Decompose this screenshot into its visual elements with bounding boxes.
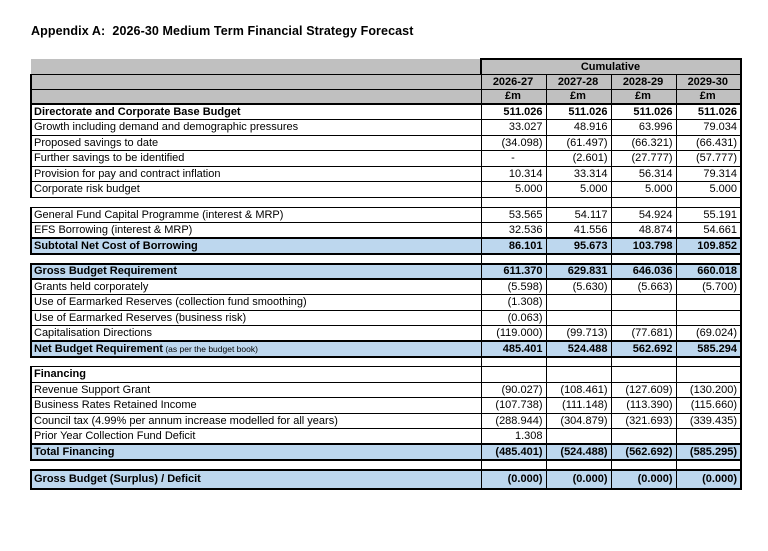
cell-value: -: [481, 151, 546, 167]
table-row: [31, 341, 741, 357]
row-label-text: Provision for pay and contract inflation: [34, 167, 221, 180]
cell-value: [546, 429, 611, 445]
cell-value: [611, 295, 676, 311]
row-label: [31, 238, 481, 254]
row-label-text: Proposed savings to date: [34, 136, 159, 149]
cell-value: (485.401): [481, 444, 546, 460]
table-row: [31, 429, 741, 445]
cell-value: 5.000: [546, 182, 611, 198]
cell-value: (0.000): [676, 470, 741, 489]
cell-value: 485.401: [481, 341, 546, 357]
row-label: [31, 151, 481, 167]
cell-value: 1.308: [481, 429, 546, 445]
spacer-cell: [676, 357, 741, 367]
table-row: [31, 120, 741, 136]
spacer-cell: [546, 357, 611, 367]
table-row: [31, 135, 741, 151]
row-label-text: Gross Budget (Surplus) / Deficit: [34, 473, 201, 485]
table-row: [31, 207, 741, 223]
table-row: [31, 413, 741, 429]
table-row: [31, 310, 741, 326]
row-label: [31, 413, 481, 429]
row-label: [31, 326, 481, 342]
cumulative-header: Cumulative: [481, 59, 741, 74]
row-label: [31, 104, 481, 120]
cell-value: (339.435): [676, 413, 741, 429]
spacer-cell: [31, 254, 481, 264]
row-label-text: Directorate and Corporate Base Budget: [34, 106, 241, 118]
cell-value: 33.314: [546, 166, 611, 182]
table-row: [31, 470, 741, 489]
forecast-table: [30, 58, 742, 490]
cell-value: 48.916: [546, 120, 611, 136]
spacer-cell: [481, 197, 546, 207]
cell-value: [611, 367, 676, 383]
table-row: [31, 264, 741, 280]
cell-value: 33.027: [481, 120, 546, 136]
row-label: [31, 367, 481, 383]
cell-value: [676, 367, 741, 383]
spacer-cell: [546, 254, 611, 264]
cell-value: [611, 429, 676, 445]
row-label-text: Growth including demand and demographic pressures: [34, 121, 299, 134]
row-label: [31, 341, 481, 357]
spacer-cell: [546, 460, 611, 470]
cell-value: (585.295): [676, 444, 741, 460]
cell-value: 56.314: [611, 166, 676, 182]
cell-value: (5.630): [546, 279, 611, 295]
spacer-cell: [676, 460, 741, 470]
cell-value: (113.390): [611, 398, 676, 414]
cell-value: 585.294: [676, 341, 741, 357]
cell-value: 54.661: [676, 223, 741, 239]
spacer-cell: [611, 254, 676, 264]
cell-value: 41.556: [546, 223, 611, 239]
spacer-row: [31, 197, 741, 207]
row-label: [31, 223, 481, 239]
spacer-cell: [611, 357, 676, 367]
cell-value: 524.488: [546, 341, 611, 357]
cell-value: 53.565: [481, 207, 546, 223]
cell-value: 109.852: [676, 238, 741, 254]
row-label-text: Capitalisation Directions: [34, 327, 152, 339]
table-row: [31, 182, 741, 198]
spacer-row: [31, 460, 741, 470]
cell-value: (0.063): [481, 310, 546, 326]
spacer-cell: [31, 357, 481, 367]
cell-value: (562.692): [611, 444, 676, 460]
spacer-cell: [546, 197, 611, 207]
cell-value: 10.314: [481, 166, 546, 182]
cell-value: 95.673: [546, 238, 611, 254]
table-row: [31, 295, 741, 311]
table-row: [31, 326, 741, 342]
table-row: [31, 238, 741, 254]
cell-value: (304.879): [546, 413, 611, 429]
row-label: [31, 279, 481, 295]
header-spacer-cell: [31, 59, 481, 74]
row-label-text: Subtotal Net Cost of Borrowing: [34, 239, 198, 252]
row-label: [31, 470, 481, 489]
cell-value: 511.026: [481, 104, 546, 120]
spacer-cell: [31, 460, 481, 470]
cell-value: (0.000): [481, 470, 546, 489]
cell-value: 562.692: [611, 341, 676, 357]
row-label-text: Business Rates Retained Income: [34, 399, 197, 412]
cell-value: (27.777): [611, 151, 676, 167]
table-row: [31, 151, 741, 167]
cell-value: (130.200): [676, 382, 741, 398]
cell-value: (111.148): [546, 398, 611, 414]
row-label: [31, 135, 481, 151]
table-row: [31, 104, 741, 120]
row-label: [31, 310, 481, 326]
cell-value: (108.461): [546, 382, 611, 398]
cell-value: (99.713): [546, 326, 611, 342]
cell-value: [546, 295, 611, 311]
row-label: [31, 295, 481, 311]
cell-value: (90.027): [481, 382, 546, 398]
table-row: [31, 279, 741, 295]
table-row: [31, 398, 741, 414]
row-label: [31, 120, 481, 136]
header-label-cell: [31, 74, 481, 89]
cell-value: (69.024): [676, 326, 741, 342]
spacer-cell: [481, 357, 546, 367]
year-header: 2028-29: [611, 74, 676, 89]
spacer-cell: [611, 460, 676, 470]
row-label: [31, 398, 481, 414]
row-label-text: Council tax (4.99% per annum increase modelled for all years): [34, 414, 338, 427]
cell-value: (5.663): [611, 279, 676, 295]
spacer-cell: [611, 197, 676, 207]
row-label: [31, 429, 481, 445]
row-label-text: Net Budget Requirement: [34, 342, 163, 355]
cell-value: 32.536: [481, 223, 546, 239]
cell-value: (107.738): [481, 398, 546, 414]
row-label: [31, 166, 481, 182]
spacer-row: [31, 254, 741, 264]
row-label-text: General Fund Capital Programme (interest & MRP): [34, 208, 284, 221]
row-label-text: Financing: [34, 368, 86, 381]
table-row: [31, 223, 741, 239]
cell-value: (119.000): [481, 326, 546, 342]
spacer-cell: [676, 197, 741, 207]
cell-value: (57.777): [676, 151, 741, 167]
cell-value: 48.874: [611, 223, 676, 239]
table-row: [31, 166, 741, 182]
cell-value: 55.191: [676, 207, 741, 223]
cell-value: 511.026: [546, 104, 611, 120]
row-label-text: Use of Earmarked Reserves (collection fund smoothing): [34, 296, 307, 309]
cell-value: (321.693): [611, 413, 676, 429]
row-label: [31, 207, 481, 223]
unit-header: £m: [676, 89, 741, 104]
unit-header: £m: [481, 89, 546, 104]
row-label-text: EFS Borrowing (interest & MRP): [34, 224, 193, 236]
cell-value: (115.660): [676, 398, 741, 414]
row-label-text: Revenue Support Grant: [34, 383, 151, 396]
cell-value: (0.000): [546, 470, 611, 489]
cell-value: 79.034: [676, 120, 741, 136]
cell-value: [481, 367, 546, 383]
row-label: [31, 382, 481, 398]
cell-value: (5.598): [481, 279, 546, 295]
unit-header: £m: [611, 89, 676, 104]
cell-value: 629.831: [546, 264, 611, 280]
unit-header: £m: [546, 89, 611, 104]
cell-value: 5.000: [481, 182, 546, 198]
spacer-cell: [481, 460, 546, 470]
row-label-text: Use of Earmarked Reserves (business risk): [34, 311, 247, 324]
spacer-cell: [31, 197, 481, 207]
row-label: [31, 264, 481, 280]
cell-value: 511.026: [611, 104, 676, 120]
cell-value: (127.609): [611, 382, 676, 398]
row-label: [31, 444, 481, 460]
row-label-text: Gross Budget Requirement: [34, 265, 178, 278]
cell-value: 103.798: [611, 238, 676, 254]
group-header-row: [31, 59, 741, 74]
page-title: Appendix A: 2026-30 Medium Term Financial Strategy Forecast: [31, 24, 414, 38]
row-label: [31, 182, 481, 198]
cell-value: (5.700): [676, 279, 741, 295]
spacer-cell: [481, 254, 546, 264]
cell-value: (66.321): [611, 135, 676, 151]
cell-value: [676, 310, 741, 326]
year-header: 2029-30: [676, 74, 741, 89]
cell-value: 79.314: [676, 166, 741, 182]
year-header-row: [31, 74, 741, 89]
row-sublabel-text: (as per the budget book): [162, 343, 258, 354]
cell-value: (77.681): [611, 326, 676, 342]
row-label-text: Grants held corporately: [34, 281, 149, 293]
header-label-cell: [31, 89, 481, 104]
cell-value: 511.026: [676, 104, 741, 120]
cell-value: 646.036: [611, 264, 676, 280]
cell-value: (524.488): [546, 444, 611, 460]
cell-value: (288.944): [481, 413, 546, 429]
cell-value: [676, 429, 741, 445]
cell-value: 63.996: [611, 120, 676, 136]
cell-value: 86.101: [481, 238, 546, 254]
cell-value: [546, 310, 611, 326]
table-row: [31, 444, 741, 460]
year-header: 2027-28: [546, 74, 611, 89]
cell-value: (0.000): [611, 470, 676, 489]
cell-value: (61.497): [546, 135, 611, 151]
row-label-text: Prior Year Collection Fund Deficit: [34, 430, 196, 442]
spacer-row: [31, 357, 741, 367]
cell-value: (34.098): [481, 135, 546, 151]
cell-value: 5.000: [611, 182, 676, 198]
row-label-text: Corporate risk budget: [34, 183, 140, 196]
cell-value: [546, 367, 611, 383]
cell-value: 611.370: [481, 264, 546, 280]
cell-value: 5.000: [676, 182, 741, 198]
cell-value: [611, 310, 676, 326]
cell-value: 54.117: [546, 207, 611, 223]
table-row: [31, 367, 741, 383]
cell-value: (2.601): [546, 151, 611, 167]
cell-value: 54.924: [611, 207, 676, 223]
unit-header-row: [31, 89, 741, 104]
table-row: [31, 382, 741, 398]
cell-value: 660.018: [676, 264, 741, 280]
cell-value: (66.431): [676, 135, 741, 151]
row-label-text: Further savings to be identified: [34, 152, 185, 165]
year-header: 2026-27: [481, 74, 546, 89]
cell-value: (1.308): [481, 295, 546, 311]
spacer-cell: [676, 254, 741, 264]
cell-value: [676, 295, 741, 311]
row-label-text: Total Financing: [34, 445, 115, 458]
